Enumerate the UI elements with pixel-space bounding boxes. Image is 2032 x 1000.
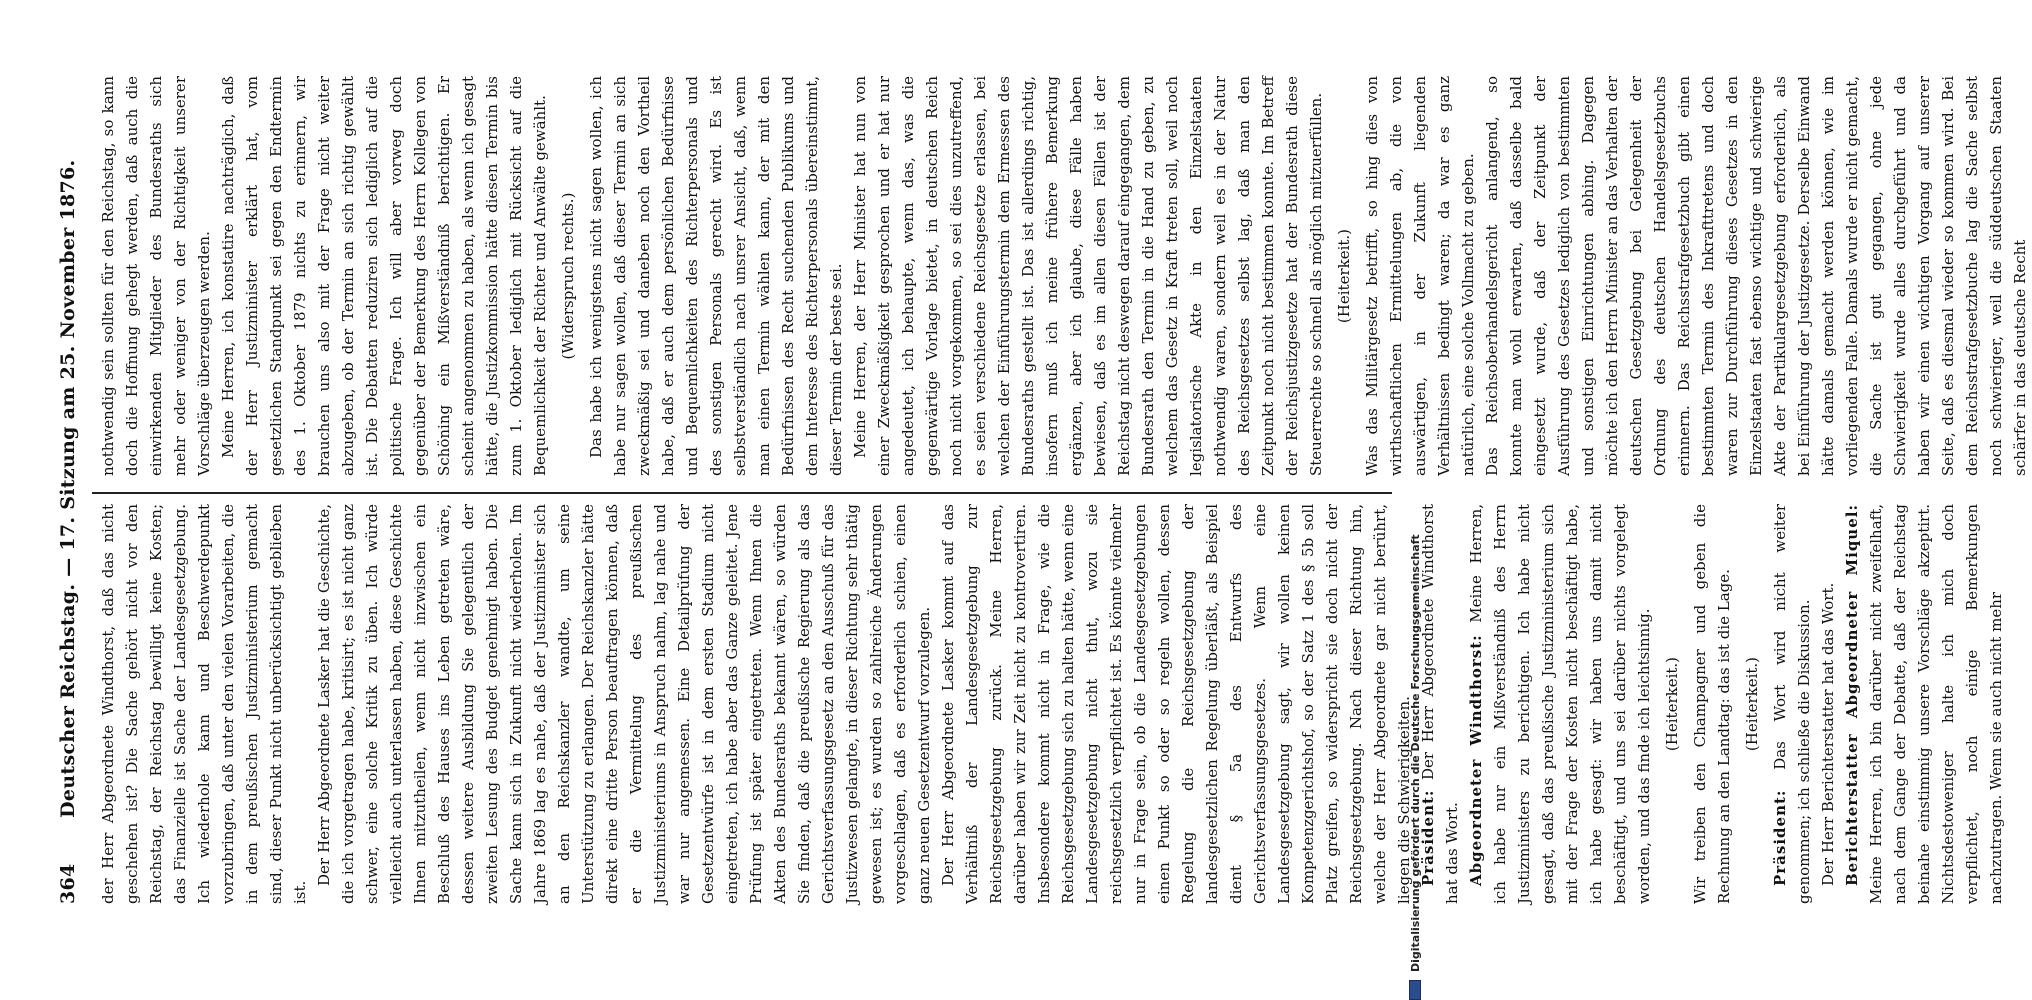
page-number: 364 bbox=[57, 863, 79, 904]
paragraph-text: Das Wort wird nicht weiter genommen; ich schließe die Diskussion. bbox=[1771, 504, 1813, 904]
paragraph bbox=[1464, 504, 1656, 904]
right-column bbox=[96, 76, 2029, 476]
speaker-name: Präsident: bbox=[1771, 789, 1789, 886]
paragraph-text: Meine Herren, ich habe nur ein Mißverständniß des Herrn Justizministers zu berichtigen. Ich habe nicht gesagt, daß das preußische Justizministerium sich mit der Frage der Kosten nicht beschäftigt habe, ich habe gesagt: wir haben uns damit nicht beschäftigt, und uns sei darüber nichts vorgelegt worden, und das finde ich leichtsinnig. bbox=[1467, 504, 1653, 904]
paragraph: Was das Militärgesetz betrifft, so hing dies von wirthschaftlichen Ermittelungen ab, die von auswärtigen, in der Zukunft liegenden Verhältnissen bedingt waren; da war es ganz natürlich, eine solche Vollmacht zu geben. bbox=[1363, 76, 1477, 476]
paragraph: Der Herr Abgeordnete Lasker hat die Geschichte, die ich vorgetragen habe, kritisirt; es ist nicht ganz schwer, eine solche Kritik zu üben. Ich würde vielleicht auch unterlassen haben, diese Geschichte Ihnen mitzutheilen, wenn nicht inzwischen ein Beschluß des Hauses ins Leben getreten wäre, dessen weitere Ausbildung Sie gelegentlich der zweiten Lesung des Budget genehmigt haben. Die Sache kann sich in Zukunft nicht wiederholen. Im Jahre 1869 lag es nahe, daß der Justizminister sich an den Reichskanzler wandte, um seine Unterstützung zu erlangen. Der Reichskanzler hätte direkt eine dritte Person beauftragen können, daß er die Vermittelung des preußischen Justizministeriums in Anspruch nahm, lag nahe und war nur angemessen. Eine Detailprüfung der Gesetzentwürfe ist in dem ersten Stadium nicht eingetreten, ich habe aber das Ganze geleitet. Jene Prüfung ist später eingetreten. Wenn Ihnen die Akten des Bundesraths bekannt wären, so würden Sie finden, daß die preußische Regierung als das Gerichtsverfassungsgesetz an den Ausschuß für das Justizwesen gelangte, in dieser Richtung sehr thätig gewesen ist; es wurden so zahlreiche Änderungen vorgeschlagen, daß es erforderlich schien, einen ganz neuen Gesetzentwurf vorzulegen. bbox=[315, 504, 933, 904]
paragraph bbox=[1768, 504, 1816, 904]
paragraph-text: Der Herr Abgeordnete Windthorst hat das Wort. bbox=[1419, 504, 1461, 904]
paragraph: Wir treiben den Champagner und geben die Rechnung an den Landtag: das ist die Lage. bbox=[1691, 504, 1733, 904]
paragraph: nothwendig sein sollten für den Reichstag, so kann doch die Hoffnung gehegt werden, daß auch die einwirkenden Mitglieder des Bundesraths sich mehr oder weniger von der Richtigkeit unserer Vorschläge überzeugen werden. bbox=[99, 76, 213, 476]
paragraph-text: Meine Herren, ich bin darüber nicht zweifelhaft, nach dem Gange der Debatte, daß der Reichstag beinahe einstimmig unsere Vorschläge akzeptirt. Nichtsdestoweniger halte ich mich doch verpflichtet, noch einige Bemerkungen nachzutragen. Wenn sie auch nicht mehr bbox=[1867, 504, 2005, 904]
stage-direction: (Heiterkeit.) bbox=[1743, 656, 1761, 752]
running-head bbox=[48, 84, 88, 904]
paragraph: Der Herr Abgeordnete Lasker kommt auf das Verhältniß der Landesgesetzgebung zur Reichsgesetzgebung zurück. Meine Herren, darüber haben wir zur Zeit nicht zu kontrovertiren. Insbesondere kommt nicht in Frage, wie die Reichsgesetzgebung sich zu halten hätte, wenn eine Landesgesetzgebung nicht thut, wozu sie reichsgesetzlich verpflichtet ist. Es könnte vielmehr nur in Frage sein, ob die Landesgesetzgebungen einen Punkt so oder so regeln wollen, dessen Regelung die Reichsgesetzgebung der landesgesetzlichen Regelung überläßt, als Beispiel dient § 5a des Entwurfs des Gerichtsverfassungsgesetzes. Wenn eine Landesgesetzgebung sagt, wir wollen keinen Kompetenzgerichtshof, so der Satz 1 des § 5b soll Platz greifen, so widerspricht sie doch nicht der Reichsgesetzgebung. Nach dieser Richtung hin, welche der Herr Abgeordnete gar nicht berührt, liegen die Schwierigkeiten. bbox=[939, 504, 1413, 904]
paragraph bbox=[1840, 504, 2008, 904]
stage-direction: (Heiterkeit.) bbox=[1335, 228, 1353, 324]
stage-direction: (Heiterkeit.) bbox=[1663, 656, 1681, 752]
column-divider bbox=[92, 492, 1392, 494]
speaker-name: Abgeordneter Windthorst: bbox=[1467, 634, 1485, 886]
digitization-credit-sidebar bbox=[1404, 40, 1426, 1000]
speaker-name: Präsident: bbox=[1419, 789, 1437, 886]
digitization-credit-text: Digitalisierung gefördert durch die Deutsche Forschungsgemeinschaft bbox=[1408, 534, 1422, 972]
dfg-logo-icon bbox=[1409, 980, 1421, 1000]
paragraph: Das habe ich wenigstens nicht sagen wollen, ich habe nur sagen wollen, daß dieser Termin an sich zweckmäßig sei und daneben noch den Vortheil habe, daß er auch dem persönlichen Bedürfnisse und Bequemlichkeiten des Richterpersonals und des sonstigen Personals gerecht wird. Es ist selbstverständlich nach unsrer Ansicht, daß, wenn man einen Termin wählen kann, der mit den Bedürfnissen des Recht suchenden Publikums und dem Interesse des Richterpersonals übereinstimmt, dieser Termin der beste sei. bbox=[587, 76, 845, 476]
speaker-name: Berichterstatter Abgeordneter Miquel: bbox=[1843, 504, 1861, 886]
paragraph: Meine Herren, der Herr Minister hat nun von einer Zweckmäßigkeit gesprochen und er hat nur angedeutet, ich behaupte, wenn das, was die gegenwärtige Vorlage bietet, in deutschen Reich noch nicht vorgekommen, so sei dies unzutreffend, es seien verschiedene Reichsgesetze erlassen, bei welchen der Einführungstermin dem Ermessen des Bundesraths gestellt ist. Das ist allerdings richtig, insofern muß ich meine frühere Bemerkung ergänzen, aber ich glaube, diese Fälle haben bewiesen, daß es im allen diesen Fällen ist der Reichstag nicht deswegen darauf eingegangen, dem Bundesrath den Termin in die Hand zu geben, zu welchem das Gesetz in Kraft treten soll, weil noch legislatorische Akte in den Einzelstaaten nothwendig waren, sondern weil es in der Natur des Reichsgesetzes selbst lag, daß man den Zeitpunkt noch nicht bestimmen konnte. Im Betreff der Reichsjustizgesetze hat der Bundesrath diese Steuerrechte so schnell als möglich mitzuerfüllen. bbox=[851, 76, 1325, 476]
paragraph: Meine Herren, ich konstatire nachträglich, daß der Herr Justizminister erklärt hat, vom gesetzlichen Standpunkt sei gegen den Endtermin des 1. Oktober 1879 nichts zu erinnern, wir brauchen uns also mit der Frage nicht weiter abzugeben, ob der Termin an sich richtig gewählt ist. Die Debatten reduziren sich lediglich auf die politische Frage. Ich will aber vorweg doch gegenüber der Bemerkung des Herrn Kollegen von Schöning ein Mißverständniß berichtigen. Er scheint angenommen zu haben, als wenn ich gesagt hätte, die Justizkommission hätte diesen Termin bis zum 1. Oktober lediglich mit Rücksicht auf die Bequemlichkeit der Richter und Anwälte gewählt. bbox=[219, 76, 549, 476]
paragraph: Der Herr Berichterstatter hat das Wort. bbox=[1819, 582, 1837, 886]
paragraph: der Herr Abgeordnete Windthorst, daß das nicht geschehen ist? Die Sache gehört nicht vor den Reichstag, der Reichstag bewilligt keine Kosten; das Finanzielle ist Sache der Landesgesetzgebung. Ich wiederhole kann und Beschwerdepunkt vorzubringen, daß unter den vielen Vorarbeiten, die in dem preußischen Justizministerium gemacht sind, dieser Punkt nicht unberücksichtigt geblieben ist. bbox=[99, 504, 309, 904]
paragraph: Das Reichsoberhandelsgericht anlangend, so konnte man wohl erwarten, daß dasselbe bald eingesetzt wurde, daß der Zeitpunkt der Ausführung des Gesetzes lediglich von bestimmten und sonstigen Einrichtungen abhing. Dagegen möchte ich den Herrn Minister an das Verhalten der deutschen Gesetzgebung bei Gelegenheit der Ordnung des deutschen Handelsgesetzbuchs erinnern. Das Reichsstrafgesetzbuch gibt einen bestimmten Termin des Inkrafttretens und doch waren zur Durchführung dieses Gesetzes in den Einzelstaaten fast ebenso wichtige und schwierige Akte der Partikulargesetzgebung erforderlich, als bei Einführung der Justizgesetze. Derselbe Einwand hätte damals gemacht werden können, wie im vorliegenden Falle. Damals wurde er nicht gemacht, die Sache ist gut gegangen, ohne jede Schwierigkeit wurde alles durchgeführt und da haben wir einen wichtigen Vorgang auf unserer Seite, daß es diesmal wieder so kommen wird. Bei dem Reichsstrafgesetzbuche lag die Sache selbst noch schwieriger, weil die süddeutschen Staaten schärfer in das deutsche Recht bbox=[1483, 76, 2029, 476]
stage-direction: (Widerspruch rechts.) bbox=[559, 192, 577, 360]
page-title: Deutscher Reichstag. — 17. Sitzung am 25. November 1876. bbox=[57, 159, 79, 818]
